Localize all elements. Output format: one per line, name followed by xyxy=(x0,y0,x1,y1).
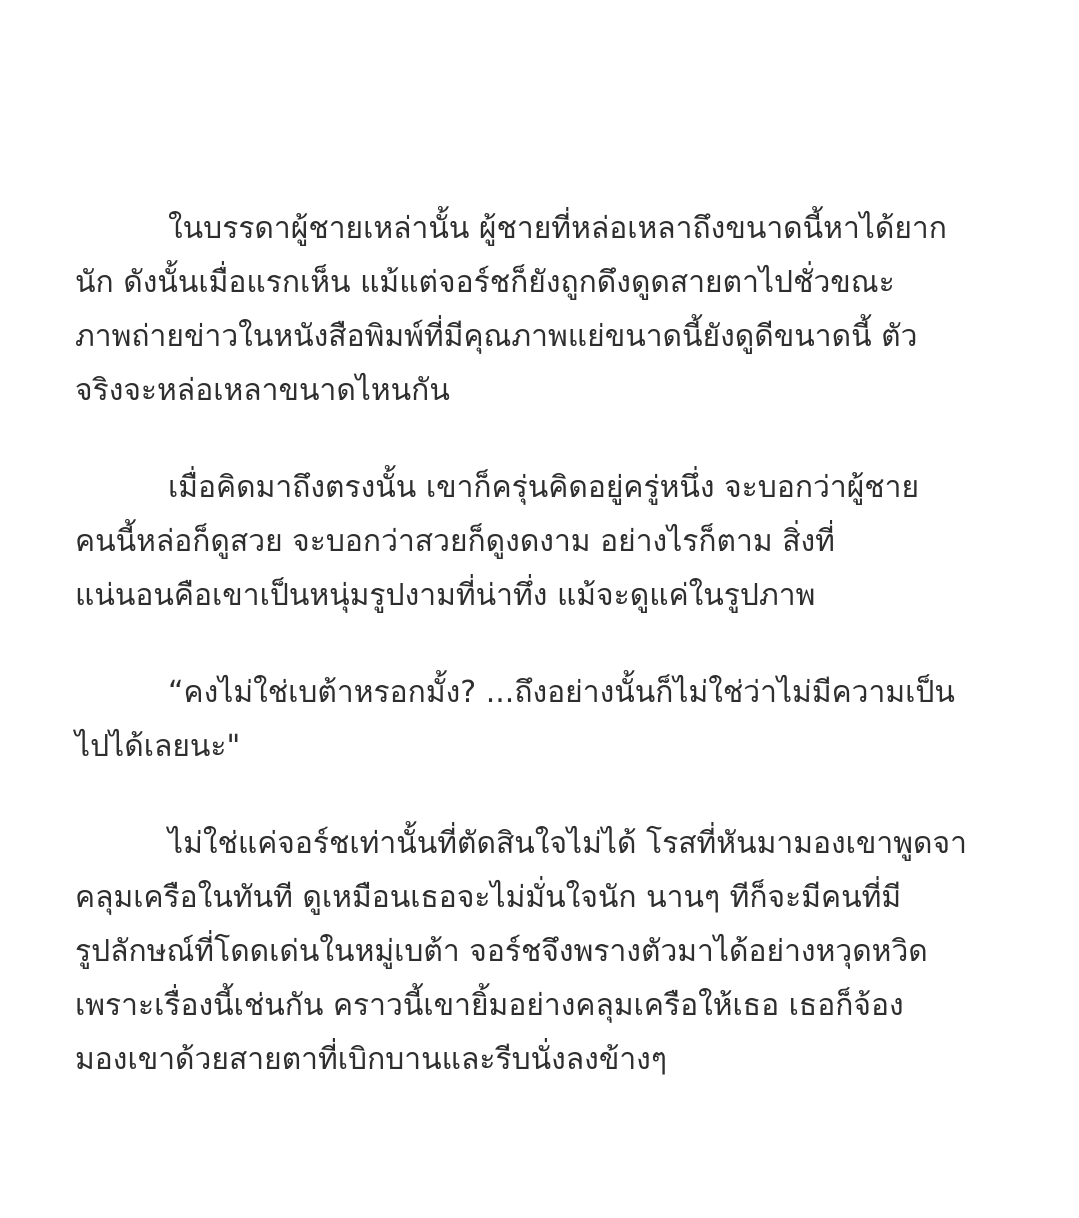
text-line: เมื่อคิดมาถึงตรงนั้น เขาก็ครุ่นคิดอยู่ครู่หนึ่ง จะบอกว่าผู้ชาย xyxy=(168,470,920,505)
paragraph-4 xyxy=(75,817,1000,1087)
paragraph-3 xyxy=(75,666,1000,774)
text-line: ภาพถ่ายข่าวในหนังสือพิมพ์ที่มีคุณภาพแย่ขนาดนี้ยังดูดีขนาดนี้ ตัว xyxy=(75,319,918,354)
story-text xyxy=(75,202,1000,1130)
text-line: นัก ดังนั้นเมื่อแรกเห็น แม้แต่จอร์ชก็ยังถูกดึงดูดสายตาไปชั่วขณะ xyxy=(75,265,895,300)
text-line: “คงไม่ใช่เบต้าหรอกมั้ง? ...ถึงอย่างนั้นก็ไม่ใช่ว่าไม่มีความเป็น xyxy=(168,675,955,710)
text-line: เพราะเรื่องนี้เช่นกัน คราวนี้เขายิ้มอย่างคลุมเครือให้เธอ เธอก็จ้อง xyxy=(75,988,904,1023)
paragraph-1 xyxy=(75,202,1000,418)
paragraph-2 xyxy=(75,461,1000,623)
text-line: คนนี้หล่อก็ดูสวย จะบอกว่าสวยก็ดูงดงาม อย่างไรก็ตาม สิ่งที่ xyxy=(75,524,835,559)
text-line: คลุมเครือในทันที ดูเหมือนเธอจะไม่มั่นใจนัก นานๆ ทีก็จะมีคนที่มี xyxy=(75,880,902,915)
text-line: ในบรรดาผู้ชายเหล่านั้น ผู้ชายที่หล่อเหลาถึงขนาดนี้หาได้ยาก xyxy=(168,211,947,246)
text-line: ไม่ใช่แค่จอร์ชเท่านั้นที่ตัดสินใจไม่ได้ โรสที่หันมามองเขาพูดจา xyxy=(168,826,967,861)
text-line: ไปได้เลยนะ" xyxy=(75,729,241,764)
text-line: จริงจะหล่อเหลาขนาดไหนกัน xyxy=(75,373,450,408)
text-line: แน่นอนคือเขาเป็นหนุ่มรูปงามที่น่าทึ่ง แม้จะดูแค่ในรูปภาพ xyxy=(75,578,816,613)
text-line: รูปลักษณ์ที่โดดเด่นในหมู่เบต้า จอร์ชจึงพรางตัวมาได้อย่างหวุดหวิด xyxy=(75,934,928,969)
text-line: มองเขาด้วยสายตาที่เบิกบานและรีบนั่งลงข้างๆ xyxy=(75,1042,667,1077)
